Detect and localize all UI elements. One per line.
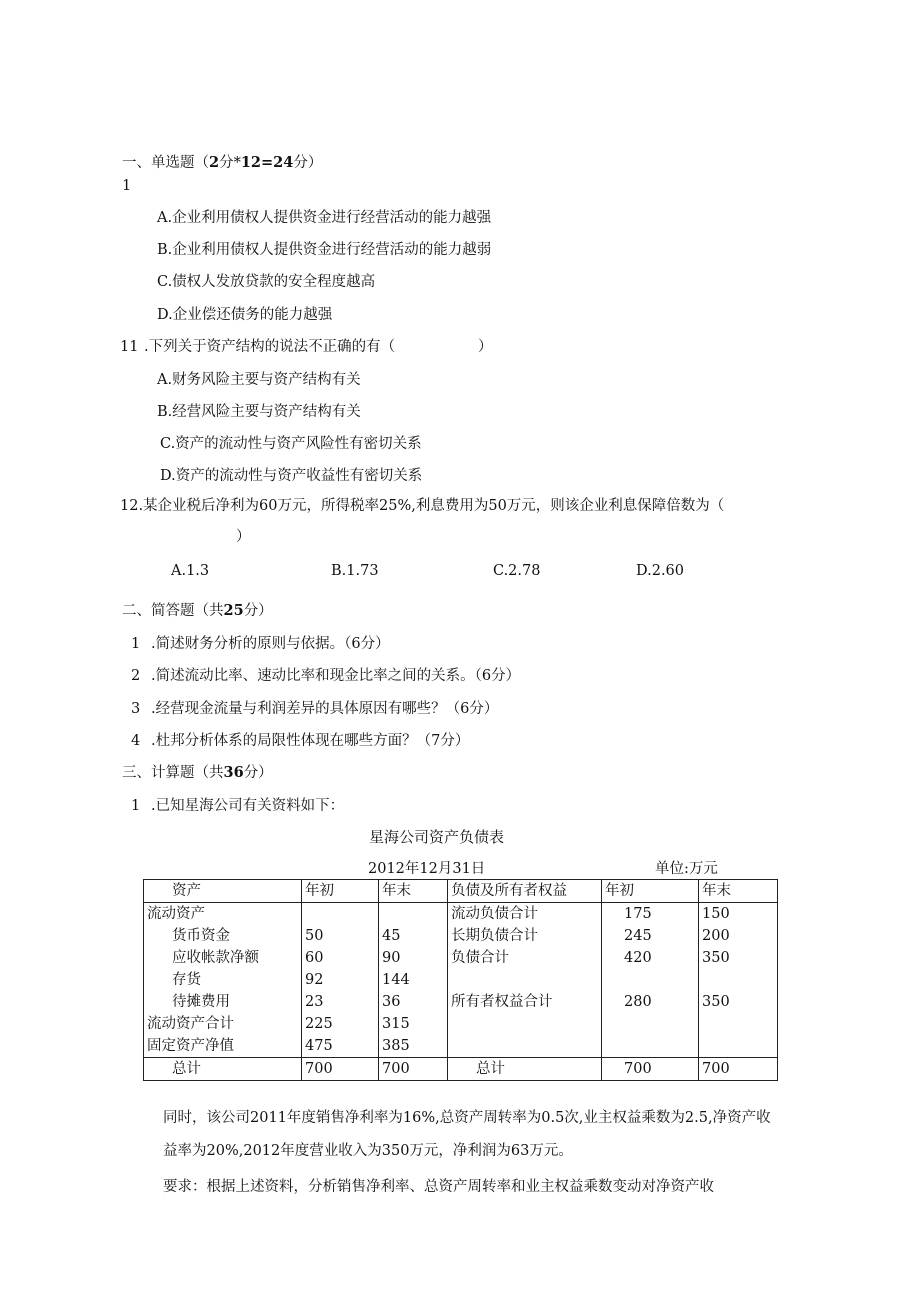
- table-cell: [602, 969, 699, 991]
- table-unit: 单位:万元: [655, 861, 718, 877]
- header-cell: 年末: [699, 880, 778, 903]
- table-cell: 90: [379, 947, 448, 969]
- table-cell: [379, 903, 448, 926]
- table-cell: 50: [302, 925, 379, 947]
- calc-1-number: 1: [131, 798, 141, 814]
- table-cell: 存货: [144, 969, 302, 991]
- table-cell: 92: [302, 969, 379, 991]
- q1-option-d: D.企业偿还债务的能力越强: [157, 307, 333, 323]
- table-cell: [699, 1035, 778, 1058]
- table-cell: 385: [379, 1035, 448, 1058]
- short-answer-2-text: .简述流动比率、速动比率和现金比率之间的关系。（6分）: [151, 668, 521, 684]
- short-answer-1-number: 1: [131, 636, 141, 652]
- table-cell: [602, 1013, 699, 1035]
- q1-option-c: C.债权人发放贷款的安全程度越高: [157, 274, 376, 290]
- table-cell: 总计: [144, 1058, 302, 1081]
- q11-option-c: C.资产的流动性与资产风险性有密切关系: [160, 436, 422, 452]
- table-cell: [448, 969, 602, 991]
- table-cell: 货币资金: [144, 925, 302, 947]
- table-cell: 350: [699, 947, 778, 969]
- q12-option-b: B.1.73: [331, 563, 379, 579]
- table-cell: 700: [699, 1058, 778, 1081]
- table-row: [144, 925, 778, 947]
- q11-option-b: B.经营风险主要与资产结构有关: [157, 404, 361, 420]
- table-date: 2012年12月31日: [368, 861, 486, 877]
- table-cell: 225: [302, 1013, 379, 1035]
- table-row: [144, 947, 778, 969]
- section1-heading: 一、单选题（2分*12=24分）: [122, 154, 323, 171]
- paragraph-2: 要求：根据上述资料，分析销售净利率、总资产周转率和业主权益乘数变动对净资产收: [163, 1179, 714, 1195]
- q12-option-a: A.1.3: [171, 563, 210, 579]
- table-cell: 144: [379, 969, 448, 991]
- header-cell: 年初: [302, 880, 379, 903]
- table-cell: 700: [302, 1058, 379, 1081]
- q1-option-b: B.企业利用债权人提供资金进行经营活动的能力越弱: [157, 242, 492, 258]
- question-11-number: 11: [120, 339, 139, 355]
- table-cell: 245: [602, 925, 699, 947]
- table-cell: 700: [602, 1058, 699, 1081]
- table-cell: 流动资产合计: [144, 1013, 302, 1035]
- table-cell: 待摊费用: [144, 991, 302, 1013]
- short-answer-4-number: 4: [131, 733, 141, 749]
- table-row: [144, 991, 778, 1013]
- table-cell: 23: [302, 991, 379, 1013]
- table-cell: 所有者权益合计: [448, 991, 602, 1013]
- table-cell: [448, 1013, 602, 1035]
- table-cell: 200: [699, 925, 778, 947]
- section3-heading: 三、计算题（共36分）: [122, 764, 273, 781]
- table-header-row: [144, 880, 778, 903]
- table-cell: 固定资产净值: [144, 1035, 302, 1058]
- table-row: [144, 1035, 778, 1058]
- table-cell: 36: [379, 991, 448, 1013]
- table-cell: 175: [602, 903, 699, 926]
- table-cell: [699, 969, 778, 991]
- header-cell: 资产: [144, 880, 302, 903]
- short-answer-1-text: .简述财务分析的原则与依据。（6分）: [151, 636, 390, 652]
- table-cell: 280: [602, 991, 699, 1013]
- section2-heading: 二、简答题（共25分）: [122, 602, 273, 619]
- question-12-close: ）: [236, 529, 251, 545]
- table-cell: 150: [699, 903, 778, 926]
- q1-option-a: A.企业利用债权人提供资金进行经营活动的能力越强: [157, 210, 492, 226]
- short-answer-4-text: .杜邦分析体系的局限性体现在哪些方面？（7分）: [151, 733, 470, 749]
- header-cell: 年初: [602, 880, 699, 903]
- table-cell: 流动负债合计: [448, 903, 602, 926]
- question-11-text: .下列关于资产结构的说法不正确的有（: [144, 339, 396, 355]
- question-1-number: 1: [122, 178, 132, 194]
- table-cell: 350: [699, 991, 778, 1013]
- short-answer-3-number: 3: [131, 701, 141, 717]
- table-title: 星海公司资产负债表: [369, 828, 505, 846]
- table-cell: 700: [379, 1058, 448, 1081]
- table-cell: 长期负债合计: [448, 925, 602, 947]
- q11-option-a: A.财务风险主要与资产结构有关: [157, 372, 361, 388]
- table-cell: 应收帐款净额: [144, 947, 302, 969]
- table-row: [144, 1013, 778, 1035]
- table-cell: 流动资产: [144, 903, 302, 926]
- table-cell: 45: [379, 925, 448, 947]
- paragraph-1-line-2: 益率为20%,2012年度营业收入为350万元，净利润为63万元。: [163, 1143, 573, 1159]
- paragraph-1-line-1: 同时，该公司2011年度销售净利率为16%,总资产周转率为0.5次,业主权益乘数为2.5,净资产收: [163, 1110, 771, 1126]
- table-total-row: [144, 1058, 778, 1081]
- table-cell: [602, 1035, 699, 1058]
- q12-option-c: C.2.78: [493, 563, 541, 579]
- header-cell: 年末: [379, 880, 448, 903]
- calc-1-text: .已知星海公司有关资料如下：: [151, 798, 345, 814]
- header-cell: 负债及所有者权益: [448, 880, 602, 903]
- q12-option-d: D.2.60: [636, 563, 685, 579]
- q11-option-d: D.资产的流动性与资产收益性有密切关系: [160, 468, 423, 484]
- short-answer-3-text: .经营现金流量与利润差异的具体原因有哪些？（6分）: [151, 701, 499, 717]
- table-cell: [302, 903, 379, 926]
- table-cell: 60: [302, 947, 379, 969]
- table-cell: 总计: [448, 1058, 602, 1081]
- short-answer-2-number: 2: [131, 668, 141, 684]
- balance-sheet-table: [143, 879, 778, 1081]
- table-cell: [699, 1013, 778, 1035]
- table-row: [144, 903, 778, 926]
- question-11-close: ）: [478, 339, 493, 355]
- table-cell: 420: [602, 947, 699, 969]
- table-cell: 负债合计: [448, 947, 602, 969]
- question-12-text: 12.某企业税后净利为60万元，所得税率25%,利息费用为50万元，则该企业利息保障倍数为（: [120, 498, 725, 514]
- table-cell: [448, 1035, 602, 1058]
- table-cell: 475: [302, 1035, 379, 1058]
- table-row: [144, 969, 778, 991]
- table-cell: 315: [379, 1013, 448, 1035]
